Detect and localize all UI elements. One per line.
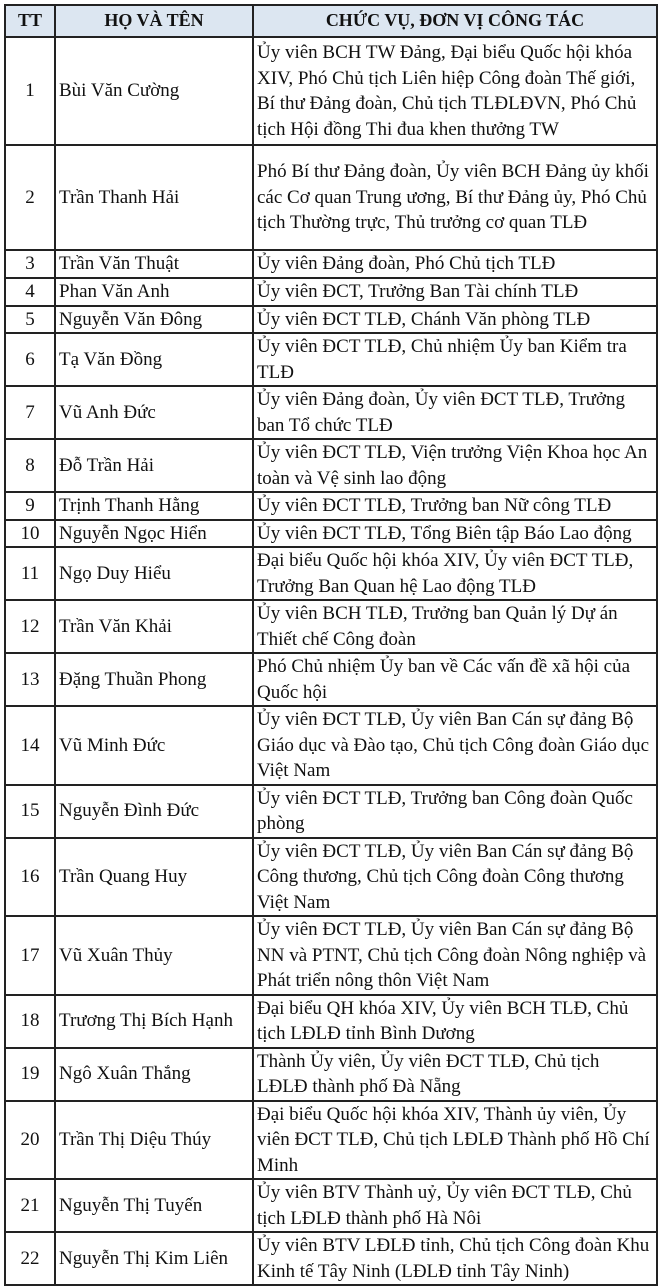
table-row: [5, 547, 657, 600]
member-position: Ủy viên ĐCT TLĐ, Trưởng ban Công đoàn Quốc phòng: [253, 785, 657, 838]
table-row: [5, 838, 657, 917]
member-name: Tạ Văn Đồng: [55, 333, 253, 386]
member-position: Ủy viên Đảng đoàn, Phó Chủ tịch TLĐ: [253, 250, 657, 278]
header-row: [5, 5, 657, 37]
table-row: [5, 1101, 657, 1180]
row-number: 2: [5, 145, 55, 250]
member-name: Nguyễn Ngọc Hiển: [55, 520, 253, 548]
member-name: Đặng Thuần Phong: [55, 653, 253, 706]
member-name: Ngô Xuân Thắng: [55, 1048, 253, 1101]
member-name: Vũ Minh Đức: [55, 706, 253, 785]
member-name: Phan Văn Anh: [55, 278, 253, 306]
row-number: 13: [5, 653, 55, 706]
member-position: Ủy viên BTV Thành uỷ, Ủy viên ĐCT TLĐ, Chủ tịch LĐLĐ thành phố Hà Nôi: [253, 1179, 657, 1232]
row-number: 8: [5, 439, 55, 492]
table-row: [5, 916, 657, 995]
table-row: [5, 1179, 657, 1232]
table-row: [5, 492, 657, 520]
table-row: [5, 386, 657, 439]
member-position: Ủy viên ĐCT TLĐ, Ủy viên Ban Cán sự đảng Bộ NN và PTNT, Chủ tịch Công đoàn Nông nghiệp và Phát triển nông thôn Việt Nam: [253, 916, 657, 995]
member-name: Nguyễn Thị Tuyến: [55, 1179, 253, 1232]
member-position: Đại biểu Quốc hội khóa XIV, Thành ủy viên, Ủy viên ĐCT TLĐ, Chủ tịch LĐLĐ Thành phố Hồ Chí Minh: [253, 1101, 657, 1180]
member-position: Ủy viên BTV LĐLĐ tỉnh, Chủ tịch Công đoàn Khu Kinh tế Tây Ninh (LĐLĐ tỉnh Tây Ninh): [253, 1232, 657, 1285]
table-row: [5, 37, 657, 145]
row-number: 5: [5, 306, 55, 334]
table-row: [5, 706, 657, 785]
member-name: Trần Văn Thuật: [55, 250, 253, 278]
member-name: Nguyễn Thị Kim Liên: [55, 1232, 253, 1285]
row-number: 18: [5, 995, 55, 1048]
row-number: 7: [5, 386, 55, 439]
table-row: [5, 785, 657, 838]
row-number: 1: [5, 37, 55, 145]
row-number: 14: [5, 706, 55, 785]
member-position: Phó Chủ nhiệm Ủy ban về Các vấn đề xã hội của Quốc hội: [253, 653, 657, 706]
row-number: 10: [5, 520, 55, 548]
table-row: [5, 250, 657, 278]
member-name: Trần Thị Diệu Thúy: [55, 1101, 253, 1180]
row-number: 16: [5, 838, 55, 917]
member-position: Ủy viên ĐCT TLĐ, Chánh Văn phòng TLĐ: [253, 306, 657, 334]
member-name: Trương Thị Bích Hạnh: [55, 995, 253, 1048]
member-position: Ủy viên BCH TW Đảng, Đại biểu Quốc hội khóa XIV, Phó Chủ tịch Liên hiệp Công đoàn Thế giới, Bí thư Đảng đoàn, Chủ tịch TLĐLĐVN, Phó Chủ tịch Hội đồng Thi đua khen thưởng TW: [253, 37, 657, 145]
row-number: 22: [5, 1232, 55, 1285]
table-row: [5, 145, 657, 250]
row-number: 17: [5, 916, 55, 995]
members-table: [4, 4, 658, 1286]
row-number: 20: [5, 1101, 55, 1180]
member-position: Ủy viên ĐCT TLĐ, Ủy viên Ban Cán sự đảng Bộ Giáo dục và Đào tạo, Chủ tịch Công đoàn Giáo dục Việt Nam: [253, 706, 657, 785]
table-row: [5, 520, 657, 548]
member-name: Vũ Xuân Thủy: [55, 916, 253, 995]
member-position: Ủy viên ĐCT TLĐ, Tổng Biên tập Báo Lao động: [253, 520, 657, 548]
member-position: Thành Ủy viên, Ủy viên ĐCT TLĐ, Chủ tịch LĐLĐ thành phố Đà Nẵng: [253, 1048, 657, 1101]
row-number: 15: [5, 785, 55, 838]
member-position: Phó Bí thư Đảng đoàn, Ủy viên BCH Đảng ủy khối các Cơ quan Trung ương, Bí thư Đảng ủy, Phó Chủ tịch Thường trực, Thủ trưởng cơ quan TLĐ: [253, 145, 657, 250]
row-number: 9: [5, 492, 55, 520]
member-name: Ngọ Duy Hiểu: [55, 547, 253, 600]
table-row: [5, 995, 657, 1048]
member-position: Ủy viên ĐCT TLĐ, Viện trưởng Viện Khoa học An toàn và Vệ sinh lao động: [253, 439, 657, 492]
member-name: Trịnh Thanh Hằng: [55, 492, 253, 520]
header-position: CHỨC VỤ, ĐƠN VỊ CÔNG TÁC: [253, 5, 657, 37]
member-position: Ủy viên ĐCT, Trưởng Ban Tài chính TLĐ: [253, 278, 657, 306]
member-name: Trần Quang Huy: [55, 838, 253, 917]
member-name: Trần Văn Khải: [55, 600, 253, 653]
table-row: [5, 653, 657, 706]
table-row: [5, 1232, 657, 1285]
table-row: [5, 306, 657, 334]
member-name: Trần Thanh Hải: [55, 145, 253, 250]
table-row: [5, 278, 657, 306]
row-number: 21: [5, 1179, 55, 1232]
row-number: 11: [5, 547, 55, 600]
member-name: Đỗ Trần Hải: [55, 439, 253, 492]
table-row: [5, 1048, 657, 1101]
member-name: Nguyễn Văn Đông: [55, 306, 253, 334]
member-position: Ủy viên ĐCT TLĐ, Trưởng ban Nữ công TLĐ: [253, 492, 657, 520]
row-number: 6: [5, 333, 55, 386]
member-position: Ủy viên ĐCT TLĐ, Ủy viên Ban Cán sự đảng Bộ Công thương, Chủ tịch Công đoàn Công thương Việt Nam: [253, 838, 657, 917]
member-position: Ủy viên ĐCT TLĐ, Chủ nhiệm Ủy ban Kiểm tra TLĐ: [253, 333, 657, 386]
row-number: 19: [5, 1048, 55, 1101]
member-position: Ủy viên Đảng đoàn, Ủy viên ĐCT TLĐ, Trưởng ban Tổ chức TLĐ: [253, 386, 657, 439]
row-number: 12: [5, 600, 55, 653]
member-position: Đại biểu Quốc hội khóa XIV, Ủy viên ĐCT TLĐ, Trưởng Ban Quan hệ Lao động TLĐ: [253, 547, 657, 600]
row-number: 4: [5, 278, 55, 306]
table-row: [5, 439, 657, 492]
header-name: HỌ VÀ TÊN: [55, 5, 253, 37]
row-number: 3: [5, 250, 55, 278]
member-name: Bùi Văn Cường: [55, 37, 253, 145]
member-name: Nguyễn Đình Đức: [55, 785, 253, 838]
member-position: Ủy viên BCH TLĐ, Trưởng ban Quản lý Dự án Thiết chế Công đoàn: [253, 600, 657, 653]
member-name: Vũ Anh Đức: [55, 386, 253, 439]
table-row: [5, 333, 657, 386]
table-row: [5, 600, 657, 653]
member-position: Đại biểu QH khóa XIV, Ủy viên BCH TLĐ, Chủ tịch LĐLĐ tỉnh Bình Dương: [253, 995, 657, 1048]
header-tt: TT: [5, 5, 55, 37]
